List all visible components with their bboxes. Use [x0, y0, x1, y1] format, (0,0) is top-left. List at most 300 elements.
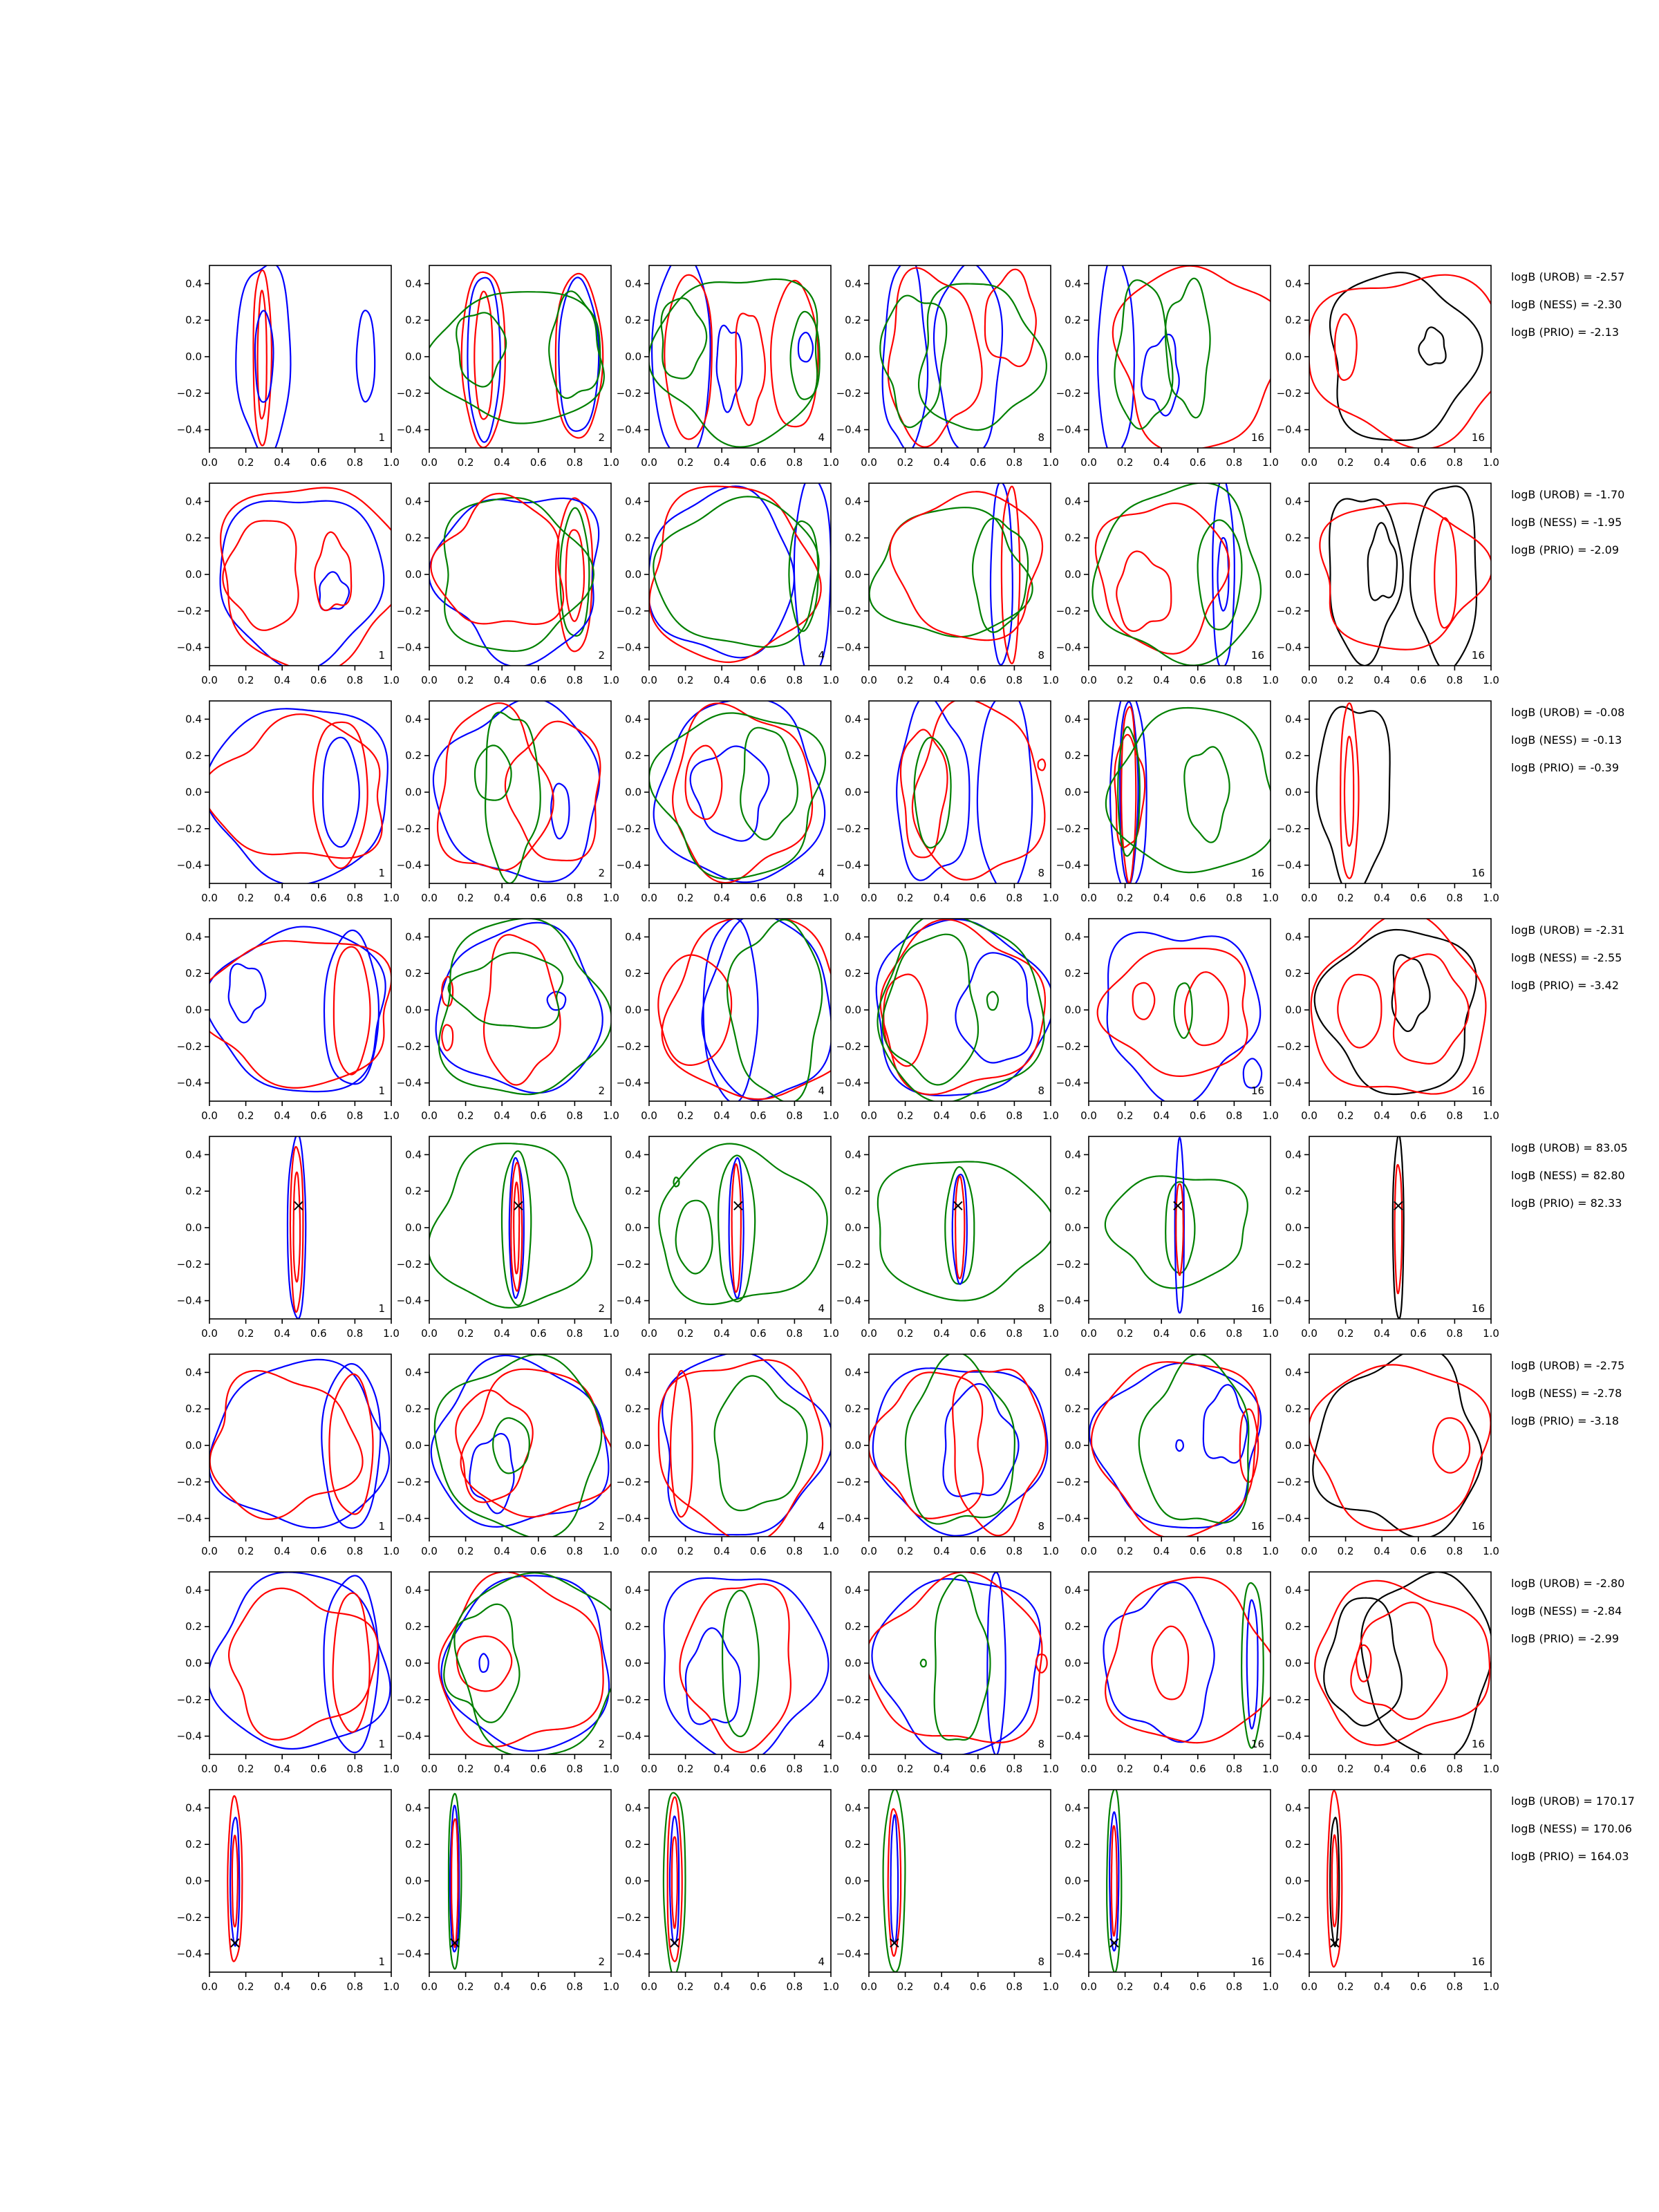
x-tick-label: 0.0: [201, 1545, 218, 1557]
y-tick-label: 0.2: [845, 1185, 861, 1198]
x-tick-label: 0.4: [933, 892, 950, 904]
y-tick-label: 0.4: [405, 713, 422, 726]
y-tick-label: −0.4: [396, 1512, 422, 1525]
x-tick-label: 0.6: [1189, 892, 1206, 904]
x-tick-label: 0.2: [1337, 1763, 1354, 1775]
y-tick-label: 0.4: [185, 1584, 202, 1597]
x-tick-label: 0.4: [713, 1109, 731, 1122]
x-tick-label: 1.0: [1483, 1327, 1499, 1340]
logb-annotation-row-3: [1511, 706, 1624, 774]
y-tick-label: 0.4: [405, 930, 422, 944]
y-tick-label: −0.2: [1276, 822, 1302, 835]
y-tick-label: −0.4: [836, 641, 861, 654]
y-tick-label: 0.0: [1285, 1439, 1302, 1452]
x-tick-label: 0.0: [861, 456, 877, 469]
y-tick-label: 0.0: [1065, 1657, 1081, 1669]
y-tick-label: 0.4: [1285, 713, 1302, 726]
x-tick-label: 1.0: [823, 1545, 839, 1557]
y-tick-label: 0.2: [625, 314, 641, 327]
y-tick-label: 0.4: [845, 930, 861, 944]
x-tick-label: 0.6: [969, 1980, 986, 1993]
x-tick-label: 0.0: [1080, 456, 1097, 469]
y-tick-label: 0.2: [1285, 1403, 1302, 1416]
panel-count-label: 8: [1038, 867, 1044, 879]
x-tick-label: 0.0: [421, 1763, 438, 1775]
y-tick-label: 0.0: [625, 786, 641, 798]
y-tick-label: −0.4: [836, 859, 861, 872]
x-tick-label: 0.8: [566, 1327, 583, 1340]
panel-count-label: 1: [378, 1956, 385, 1968]
panel-count-label: 1: [378, 431, 385, 444]
y-tick-label: −0.4: [396, 1947, 422, 1960]
y-tick-label: 0.4: [625, 1584, 641, 1597]
x-tick-label: 0.4: [274, 456, 291, 469]
x-tick-label: 1.0: [383, 1980, 400, 1993]
y-tick-label: 0.4: [1065, 1801, 1081, 1815]
x-tick-label: 1.0: [383, 1327, 400, 1340]
x-tick-label: 0.0: [641, 892, 657, 904]
x-tick-label: 0.0: [1301, 1109, 1318, 1122]
y-tick-label: 0.0: [1285, 1875, 1302, 1887]
y-tick-label: 0.4: [1065, 1584, 1081, 1597]
x-tick-label: 0.2: [1337, 1109, 1354, 1122]
y-tick-label: 0.4: [185, 1801, 202, 1815]
x-tick-label: 0.8: [346, 1763, 364, 1775]
y-tick-label: 0.4: [185, 713, 202, 726]
y-tick-label: −0.2: [616, 1475, 641, 1488]
x-tick-label: 0.0: [861, 1327, 877, 1340]
x-tick-label: 0.8: [1226, 1545, 1243, 1557]
y-tick-label: 0.0: [185, 1221, 202, 1234]
x-tick-label: 1.0: [1483, 1545, 1499, 1557]
y-tick-label: 0.4: [185, 495, 202, 508]
y-tick-label: 0.2: [625, 1620, 641, 1633]
y-tick-label: −0.4: [1056, 641, 1081, 654]
x-tick-label: 1.0: [823, 892, 839, 904]
y-tick-label: 0.2: [845, 1620, 861, 1633]
x-tick-label: 1.0: [823, 674, 839, 686]
x-tick-label: 1.0: [823, 456, 839, 469]
x-tick-label: 0.2: [897, 1327, 914, 1340]
x-tick-label: 0.8: [1446, 1980, 1463, 1993]
x-tick-label: 0.0: [421, 892, 438, 904]
y-tick-label: 0.0: [1065, 1875, 1081, 1887]
y-tick-label: 0.4: [1285, 495, 1302, 508]
logb-annotation: logB (UROB) = 83.05: [1511, 1141, 1628, 1154]
y-tick-label: 0.0: [1285, 350, 1302, 363]
y-tick-label: 0.0: [1285, 1221, 1302, 1234]
y-tick-label: 0.0: [845, 568, 861, 581]
y-tick-label: 0.4: [185, 1366, 202, 1379]
panel-count-label: 8: [1038, 1738, 1044, 1750]
panel-count-label: 2: [598, 867, 605, 879]
y-tick-label: 0.2: [1065, 1838, 1081, 1851]
x-tick-label: 0.6: [1189, 456, 1206, 469]
y-tick-label: −0.2: [1276, 1693, 1302, 1706]
x-tick-label: 0.2: [677, 674, 694, 686]
x-tick-label: 0.6: [310, 1980, 327, 1993]
logb-annotation: logB (PRIO) = -3.18: [1511, 1414, 1619, 1427]
panel-count-label: 4: [818, 1520, 825, 1533]
x-tick-label: 0.8: [786, 1980, 803, 1993]
x-tick-label: 0.4: [1153, 1327, 1170, 1340]
y-tick-label: −0.2: [1276, 1257, 1302, 1271]
y-tick-label: −0.2: [396, 1040, 422, 1053]
y-tick-label: 0.4: [1285, 930, 1302, 944]
y-tick-label: −0.2: [176, 1257, 202, 1271]
y-tick-label: 0.2: [405, 1620, 422, 1633]
x-tick-label: 0.4: [713, 1763, 731, 1775]
panel-count-label: 16: [1471, 1085, 1485, 1097]
x-tick-label: 0.2: [237, 1545, 254, 1557]
x-tick-label: 0.8: [346, 1545, 364, 1557]
x-tick-label: 0.6: [969, 674, 986, 686]
x-tick-label: 0.0: [861, 1980, 877, 1993]
x-tick-label: 0.4: [494, 456, 511, 469]
x-tick-label: 0.4: [713, 1980, 731, 1993]
y-tick-label: −0.2: [176, 1475, 202, 1488]
x-tick-label: 0.6: [1409, 1980, 1427, 1993]
logb-annotation: logB (PRIO) = -2.09: [1511, 543, 1619, 556]
y-tick-label: 0.4: [405, 495, 422, 508]
x-tick-label: 0.6: [1409, 1763, 1427, 1775]
x-tick-label: 0.8: [1006, 892, 1023, 904]
x-tick-label: 0.8: [346, 1109, 364, 1122]
y-tick-label: 0.0: [845, 786, 861, 798]
y-tick-label: −0.2: [1056, 822, 1081, 835]
y-tick-label: −0.4: [1276, 1947, 1302, 1960]
x-tick-label: 0.8: [1226, 456, 1243, 469]
x-tick-label: 1.0: [1262, 1545, 1279, 1557]
y-tick-label: 0.2: [1065, 532, 1081, 545]
y-tick-label: −0.4: [1056, 423, 1081, 436]
x-tick-label: 1.0: [1042, 456, 1059, 469]
panel-count-label: 16: [1250, 867, 1264, 879]
logb-annotation: logB (PRIO) = 82.33: [1511, 1197, 1622, 1210]
x-tick-label: 0.2: [1116, 1545, 1134, 1557]
logb-annotation: logB (UROB) = 170.17: [1511, 1794, 1635, 1808]
x-tick-label: 0.6: [529, 674, 547, 686]
x-tick-label: 0.8: [1446, 1327, 1463, 1340]
x-tick-label: 0.4: [1153, 1980, 1170, 1993]
x-tick-label: 0.8: [786, 1327, 803, 1340]
x-tick-label: 0.6: [1189, 1327, 1206, 1340]
y-tick-label: 0.4: [405, 1366, 422, 1379]
x-tick-label: 0.2: [1337, 456, 1354, 469]
logb-annotation-row-8: [1511, 1794, 1635, 1863]
y-tick-label: −0.4: [1056, 1294, 1081, 1307]
panel-count-label: 4: [818, 649, 825, 662]
y-tick-label: 0.4: [845, 1366, 861, 1379]
y-tick-label: −0.2: [396, 1475, 422, 1488]
y-tick-label: 0.4: [1065, 930, 1081, 944]
y-tick-label: 0.0: [1065, 568, 1081, 581]
x-tick-label: 0.8: [1226, 1763, 1243, 1775]
y-tick-label: 0.4: [625, 495, 641, 508]
y-tick-label: 0.0: [405, 1875, 422, 1887]
y-tick-label: 0.4: [405, 1584, 422, 1597]
y-tick-label: 0.4: [845, 1148, 861, 1161]
x-tick-label: 1.0: [1042, 892, 1059, 904]
x-tick-label: 0.8: [786, 1545, 803, 1557]
x-tick-label: 1.0: [383, 1109, 400, 1122]
x-tick-label: 0.0: [421, 1545, 438, 1557]
panel-count-label: 16: [1250, 1956, 1264, 1968]
y-tick-label: 0.0: [185, 1657, 202, 1669]
x-tick-label: 0.4: [933, 456, 950, 469]
y-tick-label: 0.2: [845, 749, 861, 762]
panel-count-label: 4: [818, 867, 825, 879]
y-tick-label: 0.0: [845, 1221, 861, 1234]
y-tick-label: 0.0: [845, 1657, 861, 1669]
x-tick-label: 0.8: [1226, 1327, 1243, 1340]
y-tick-label: 0.4: [1065, 495, 1081, 508]
y-tick-label: 0.4: [1285, 1148, 1302, 1161]
y-tick-label: −0.4: [1276, 423, 1302, 436]
y-tick-label: 0.2: [185, 1620, 202, 1633]
y-tick-label: 0.0: [405, 1657, 422, 1669]
y-tick-label: −0.2: [176, 386, 202, 400]
panel-count-label: 16: [1250, 1302, 1264, 1315]
x-tick-label: 1.0: [823, 1980, 839, 1993]
x-tick-label: 0.8: [1446, 1763, 1463, 1775]
x-tick-label: 0.8: [1446, 1109, 1463, 1122]
x-tick-label: 0.6: [1189, 1980, 1206, 1993]
x-tick-label: 1.0: [1262, 1980, 1279, 1993]
x-tick-label: 0.2: [457, 892, 474, 904]
y-tick-label: −0.2: [1276, 1040, 1302, 1053]
y-tick-label: −0.2: [616, 822, 641, 835]
y-tick-label: 0.0: [185, 350, 202, 363]
x-tick-label: 0.8: [566, 892, 583, 904]
panel-count-label: 8: [1038, 431, 1044, 444]
y-tick-label: 0.4: [625, 1366, 641, 1379]
x-tick-label: 1.0: [1262, 1763, 1279, 1775]
y-tick-label: 0.0: [185, 1004, 202, 1016]
x-tick-label: 0.6: [1409, 1109, 1427, 1122]
x-tick-label: 0.2: [237, 1109, 254, 1122]
y-tick-label: 0.0: [1065, 786, 1081, 798]
logb-annotation: logB (PRIO) = -0.39: [1511, 761, 1619, 774]
x-tick-label: 1.0: [603, 1763, 619, 1775]
panel-count-label: 16: [1471, 1520, 1485, 1533]
y-tick-label: −0.2: [616, 1257, 641, 1271]
logb-annotation: logB (NESS) = -1.95: [1511, 516, 1622, 529]
x-tick-label: 0.2: [457, 1545, 474, 1557]
y-tick-label: 0.4: [625, 930, 641, 944]
logb-annotation-row-6: [1511, 1359, 1624, 1427]
x-tick-label: 0.2: [457, 674, 474, 686]
x-tick-label: 0.4: [933, 1327, 950, 1340]
x-tick-label: 0.8: [566, 1545, 583, 1557]
y-tick-label: −0.4: [1276, 1730, 1302, 1743]
y-tick-label: 0.0: [405, 1221, 422, 1234]
logb-annotation: logB (PRIO) = 164.03: [1511, 1850, 1629, 1863]
y-tick-label: 0.0: [405, 568, 422, 581]
x-tick-label: 1.0: [1262, 456, 1279, 469]
x-tick-label: 0.4: [1374, 456, 1391, 469]
y-tick-label: 0.2: [845, 1838, 861, 1851]
panel-count-label: 16: [1471, 649, 1485, 662]
x-tick-label: 0.8: [1006, 456, 1023, 469]
x-tick-label: 0.6: [310, 892, 327, 904]
panel-count-label: 16: [1250, 1085, 1264, 1097]
y-tick-label: −0.2: [836, 386, 861, 400]
x-tick-label: 0.8: [1006, 1763, 1023, 1775]
x-tick-label: 0.0: [861, 674, 877, 686]
x-tick-label: 0.0: [641, 1109, 657, 1122]
y-tick-label: −0.4: [176, 1294, 202, 1307]
y-tick-label: 0.2: [405, 1403, 422, 1416]
x-tick-label: 0.0: [641, 1980, 657, 1993]
y-tick-label: 0.2: [625, 1185, 641, 1198]
logb-annotation: logB (PRIO) = -2.13: [1511, 326, 1619, 339]
x-tick-label: 0.8: [566, 1980, 583, 1993]
x-tick-label: 0.6: [1189, 1109, 1206, 1122]
x-tick-label: 0.6: [749, 1327, 767, 1340]
y-tick-label: −0.2: [616, 1693, 641, 1706]
y-tick-label: 0.4: [845, 495, 861, 508]
x-tick-label: 0.4: [1153, 1109, 1170, 1122]
y-tick-label: 0.2: [1285, 314, 1302, 327]
x-tick-label: 0.8: [1006, 1327, 1023, 1340]
x-tick-label: 0.8: [346, 456, 364, 469]
y-tick-label: −0.4: [176, 1512, 202, 1525]
x-tick-label: 0.4: [274, 1109, 291, 1122]
y-tick-label: 0.0: [845, 1439, 861, 1452]
y-tick-label: 0.0: [845, 1004, 861, 1016]
x-tick-label: 1.0: [603, 456, 619, 469]
x-tick-label: 0.6: [1409, 1327, 1427, 1340]
x-tick-label: 0.4: [274, 1545, 291, 1557]
x-tick-label: 1.0: [383, 456, 400, 469]
x-tick-label: 1.0: [383, 892, 400, 904]
x-tick-label: 0.6: [1409, 674, 1427, 686]
y-tick-label: −0.4: [616, 1294, 641, 1307]
x-tick-label: 0.0: [861, 1763, 877, 1775]
x-tick-label: 0.4: [933, 674, 950, 686]
x-tick-label: 1.0: [1262, 1109, 1279, 1122]
y-tick-label: −0.2: [836, 1040, 861, 1053]
x-tick-label: 0.4: [1374, 1109, 1391, 1122]
logb-annotation-row-1: [1511, 270, 1624, 339]
x-tick-label: 0.0: [861, 1109, 877, 1122]
y-tick-label: 0.2: [405, 532, 422, 545]
x-tick-label: 1.0: [1483, 456, 1499, 469]
y-tick-label: 0.2: [185, 532, 202, 545]
y-tick-label: −0.4: [396, 1076, 422, 1089]
panel-count-label: 1: [378, 1302, 385, 1315]
x-tick-label: 0.4: [1374, 1545, 1391, 1557]
y-tick-label: 0.2: [185, 1403, 202, 1416]
x-tick-label: 0.2: [457, 1109, 474, 1122]
x-tick-label: 0.6: [310, 1763, 327, 1775]
x-tick-label: 0.2: [1116, 1109, 1134, 1122]
panel-count-label: 4: [818, 1956, 825, 1968]
logb-annotation: logB (NESS) = -2.78: [1511, 1387, 1622, 1400]
x-tick-label: 0.6: [1409, 1545, 1427, 1557]
y-tick-label: −0.4: [1056, 1076, 1081, 1089]
y-tick-label: −0.2: [1276, 604, 1302, 617]
y-tick-label: −0.2: [396, 1693, 422, 1706]
x-tick-label: 1.0: [1042, 674, 1059, 686]
x-tick-label: 0.0: [861, 892, 877, 904]
y-tick-label: 0.2: [845, 1403, 861, 1416]
x-tick-label: 0.2: [237, 456, 254, 469]
x-tick-label: 0.4: [1153, 674, 1170, 686]
y-tick-label: 0.4: [845, 1584, 861, 1597]
y-tick-label: 0.0: [405, 350, 422, 363]
y-tick-label: −0.2: [1276, 1911, 1302, 1924]
y-tick-label: 0.4: [185, 1148, 202, 1161]
x-tick-label: 0.2: [1337, 1980, 1354, 1993]
y-tick-label: 0.2: [1285, 532, 1302, 545]
x-tick-label: 1.0: [603, 892, 619, 904]
y-tick-label: 0.2: [405, 314, 422, 327]
y-tick-label: −0.4: [1056, 1730, 1081, 1743]
logb-annotation: logB (UROB) = -0.08: [1511, 706, 1625, 719]
x-tick-label: 0.0: [861, 1545, 877, 1557]
x-tick-label: 1.0: [383, 674, 400, 686]
x-tick-label: 0.4: [494, 1763, 511, 1775]
y-tick-label: −0.4: [616, 1947, 641, 1960]
x-tick-label: 0.2: [1116, 674, 1134, 686]
x-tick-label: 0.8: [1226, 1109, 1243, 1122]
x-tick-label: 0.6: [1189, 1545, 1206, 1557]
x-tick-label: 0.4: [494, 1545, 511, 1557]
logb-annotation-row-2: [1511, 488, 1624, 556]
x-tick-label: 0.6: [1409, 456, 1427, 469]
x-tick-label: 0.0: [641, 674, 657, 686]
y-tick-label: 0.2: [1285, 967, 1302, 980]
x-tick-label: 0.0: [1301, 1763, 1318, 1775]
x-tick-label: 1.0: [1042, 1545, 1059, 1557]
y-tick-label: 0.4: [625, 1801, 641, 1815]
y-tick-label: −0.4: [176, 1076, 202, 1089]
y-tick-label: −0.4: [1056, 1512, 1081, 1525]
y-tick-label: 0.2: [405, 1838, 422, 1851]
x-tick-label: 0.4: [1374, 892, 1391, 904]
x-tick-label: 1.0: [1262, 674, 1279, 686]
x-tick-label: 0.8: [1006, 1545, 1023, 1557]
x-tick-label: 0.0: [201, 1327, 218, 1340]
x-tick-label: 0.8: [346, 1980, 364, 1993]
y-tick-label: −0.4: [616, 859, 641, 872]
y-tick-label: −0.4: [1276, 1076, 1302, 1089]
y-tick-label: −0.2: [616, 386, 641, 400]
x-tick-label: 0.2: [1337, 1545, 1354, 1557]
x-tick-label: 0.0: [641, 1545, 657, 1557]
y-tick-label: 0.2: [1285, 1838, 1302, 1851]
y-tick-label: 0.2: [405, 749, 422, 762]
y-tick-label: 0.0: [1285, 1004, 1302, 1016]
y-tick-label: 0.2: [185, 1185, 202, 1198]
y-tick-label: −0.4: [396, 423, 422, 436]
y-tick-label: −0.2: [1056, 1040, 1081, 1053]
logb-annotation: logB (NESS) = 170.06: [1511, 1822, 1632, 1835]
x-tick-label: 0.2: [677, 1545, 694, 1557]
x-tick-label: 0.6: [749, 456, 767, 469]
y-tick-label: 0.4: [405, 1148, 422, 1161]
y-tick-label: −0.4: [616, 641, 641, 654]
x-tick-label: 0.2: [457, 1763, 474, 1775]
y-tick-label: −0.4: [836, 1294, 861, 1307]
x-tick-label: 0.4: [494, 1109, 511, 1122]
y-tick-label: 0.2: [1065, 1620, 1081, 1633]
y-tick-label: −0.4: [396, 1730, 422, 1743]
x-tick-label: 0.4: [1153, 892, 1170, 904]
panel-count-label: 16: [1471, 1302, 1485, 1315]
